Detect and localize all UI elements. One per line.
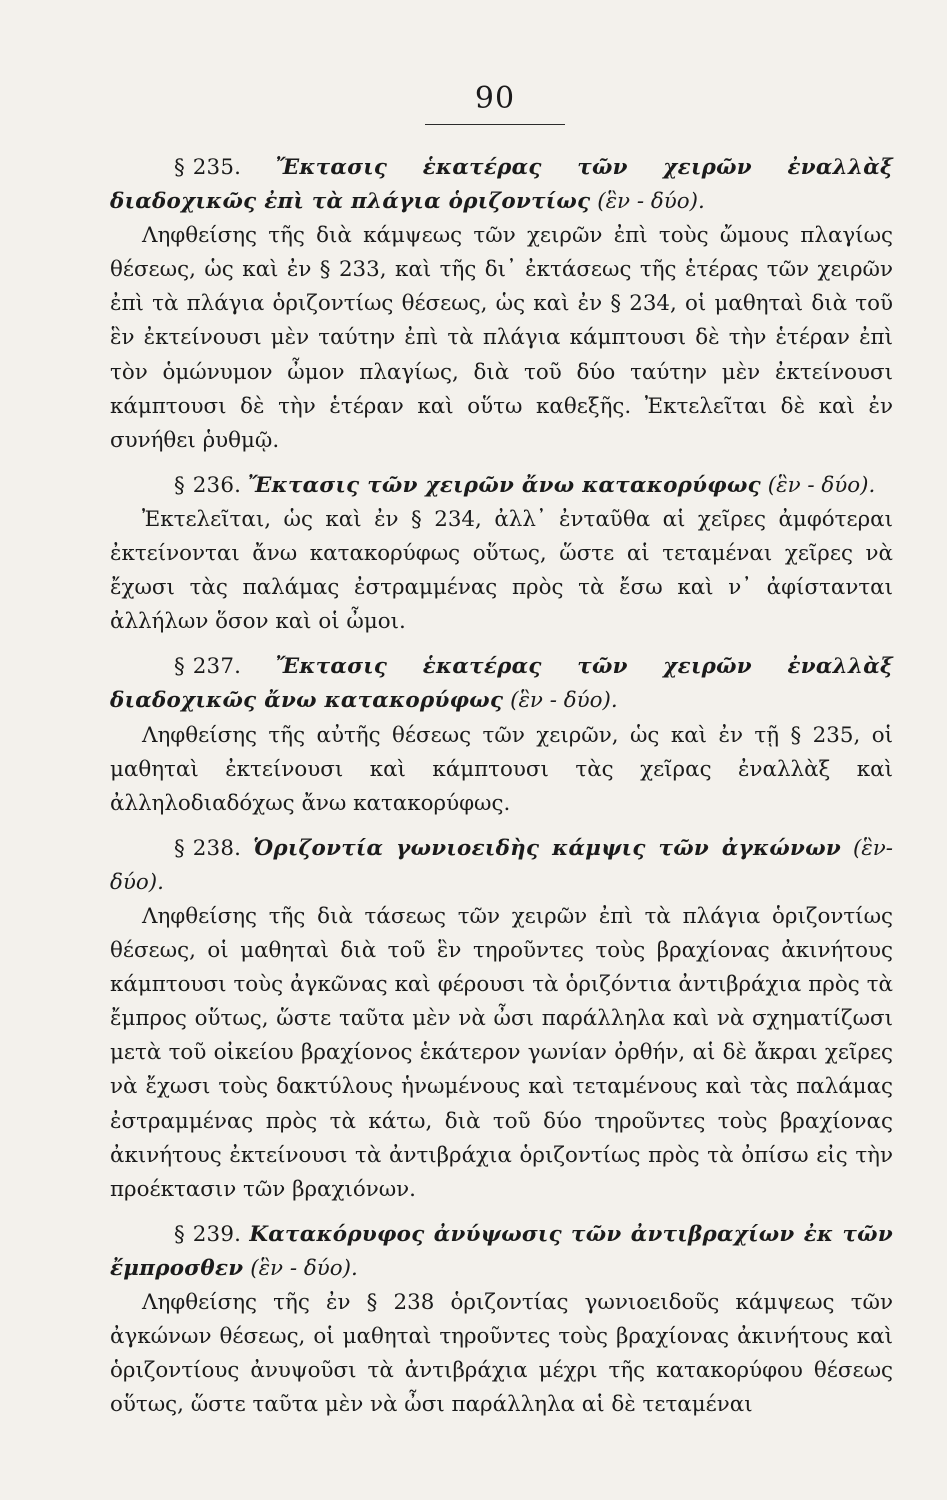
- section-count: (ἓν - δύο).: [250, 1255, 358, 1281]
- section-body: Ληφθείσης τῆς διὰ κάμψεως τῶν χειρῶν ἐπὶ τοὺς ὤμους πλαγίως θέσεως, ὡς καὶ ἐν § 233, καὶ τῆς δι᾽ ἐκτάσεως τῆς ἑτέρας τῶν χειρῶν ἐπὶ τὰ πλάγια ὁριζοντίως θέσεως, ὡς καὶ ἐν § 234, οἱ μαθηταὶ διὰ τοῦ ἓν ἐκτείνουσι μὲν ταύτην ἐπὶ τὰ πλάγια κάμπτουσι δὲ τὴν ἑτέραν ἐπὶ τὸν ὁμώνυμον ὦμον πλαγίως, διὰ τοῦ δύο ταύτην μὲν ἐκτείνουσι κάμπτουσι δὲ τὴν ἑτέραν καὶ οὕτω καθεξῆς. Ἐκτελεῖται δὲ καὶ ἐν συνήθει ῥυθμῷ.: [110, 223, 893, 453]
- section-sign: §: [174, 1221, 185, 1247]
- page-number-rule: [425, 124, 565, 125]
- section-body: Ληφθείσης τῆς ἐν § 238 ὁριζοντίας γωνιοειδοῦς κάμψεως τῶν ἀγκώνων θέσεως, οἱ μαθηταὶ τηροῦντες τοὺς βραχίονας ἀκινήτους καὶ ὁριζοντίους ἀνυψοῦσι τὰ ἀντιβράχια μέχρι τῆς κατακορύφου θέσεως οὕτως, ὥστε ταῦτα μὲν νὰ ὦσι παράλληλα αἱ δὲ τεταμέναι: [110, 1290, 893, 1418]
- section-heading: [110, 151, 893, 219]
- section-heading: [110, 832, 893, 900]
- page-text: [110, 151, 893, 1422]
- section-count: (ἓν - δύο).: [767, 472, 876, 498]
- section-title: Ἔκτασις τῶν χειρῶν ἄνω κατακορύφως: [247, 472, 761, 498]
- section-235: [110, 151, 893, 458]
- section-title: Κατακόρυφος ἀνύψωσις τῶν ἀντιβραχίων ἐκ τῶν ἔμπροσθεν: [110, 1221, 893, 1281]
- section-body: Ληφθείσης τῆς αὐτῆς θέσεως τῶν χειρῶν, ὡς καὶ ἐν τῇ § 235, οἱ μαθηταὶ ἐκτείνουσι καὶ κάμπτουσι τὰς χεῖρας ἐναλλὰξ καὶ ἀλληλοδιαδόχως ἄνω κατακορύφως.: [110, 722, 893, 816]
- section-239: [110, 1218, 893, 1423]
- section-237: [110, 650, 893, 820]
- section-number: 235.: [192, 155, 242, 180]
- section-number: 236.: [192, 472, 242, 498]
- section-number: 237.: [192, 654, 242, 680]
- section-count: (ἓν - δύο).: [510, 688, 618, 714]
- page-number: 90: [474, 81, 516, 116]
- section-count: (ἓν - δύο).: [597, 189, 705, 215]
- section-count: (ἓν-δύο).: [110, 835, 893, 895]
- section-title: Ὁριζοντία γωνιοειδὴς κάμψις τῶν ἀγκώνων: [253, 835, 842, 861]
- section-heading: [110, 469, 893, 503]
- section-236: [110, 469, 893, 639]
- section-sign: §: [174, 155, 185, 180]
- section-title: Ἔκτασις ἑκατέρας τῶν χειρῶν ἐναλλὰξ διαδοχικῶς ἐπὶ τὰ πλάγια ὁριζοντίως: [110, 155, 893, 215]
- section-238: [110, 832, 893, 1207]
- section-title: Ἔκτασις ἑκατέρας τῶν χειρῶν ἐναλλὰξ διαδοχικῶς ἄνω κατακορύφως: [110, 654, 893, 714]
- section-body: Ληφθείσης τῆς διὰ τάσεως τῶν χειρῶν ἐπὶ τὰ πλάγια ὁριζοντίως θέσεως, οἱ μαθηταὶ διὰ τοῦ ἓν τηροῦντες τοὺς βραχίονας ἀκινήτους κάμπτουσι τοὺς ἀγκῶνας καὶ φέρουσι τὰ ὁριζόντια ἀντιβράχια πρὸς τὰ ἔμπρος οὕτως, ὥστε ταῦτα μὲν νὰ ὦσι παράλληλα καὶ νὰ σχηματίζωσι μετὰ τοῦ οἰκείου βραχίονος ἑκάτερον γωνίαν ὀρθήν, αἱ δὲ ἄκραι χεῖρες νὰ ἔχωσι τοὺς δακτύλους ἡνωμένους καὶ τεταμένους καὶ τὰς παλάμας ἐστραμμένας πρὸς τὰ κάτω, διὰ τοῦ δύο τηροῦντες τοὺς βραχίονας ἀκινήτους ἐκτείνουσι τὰ ἀντιβράχια ὁριζοντίως πρὸς τὰ ὀπίσω εἰς τὴν προέκτασιν τῶν βραχιόνων.: [110, 903, 893, 1202]
- section-body: Ἐκτελεῖται, ὡς καὶ ἐν § 234, ἀλλ᾽ ἐνταῦθα αἱ χεῖρες ἀμφότεραι ἐκτείνονται ἄνω κατακορύφως οὕτως, ὥστε αἱ τεταμέναι χεῖρες νὰ ἔχωσι τὰς παλάμας ἐστραμμένας πρὸς τὰ ἔσω καὶ ν᾽ ἀφίστανται ἀλλήλων ὅσον καὶ οἱ ὦμοι.: [110, 506, 893, 635]
- section-heading: [110, 650, 893, 718]
- section-heading: [110, 1218, 893, 1286]
- section-number: 238.: [192, 835, 242, 861]
- section-sign: §: [174, 472, 185, 498]
- section-sign: §: [174, 654, 185, 680]
- section-sign: §: [174, 835, 185, 861]
- section-number: 239.: [192, 1221, 242, 1247]
